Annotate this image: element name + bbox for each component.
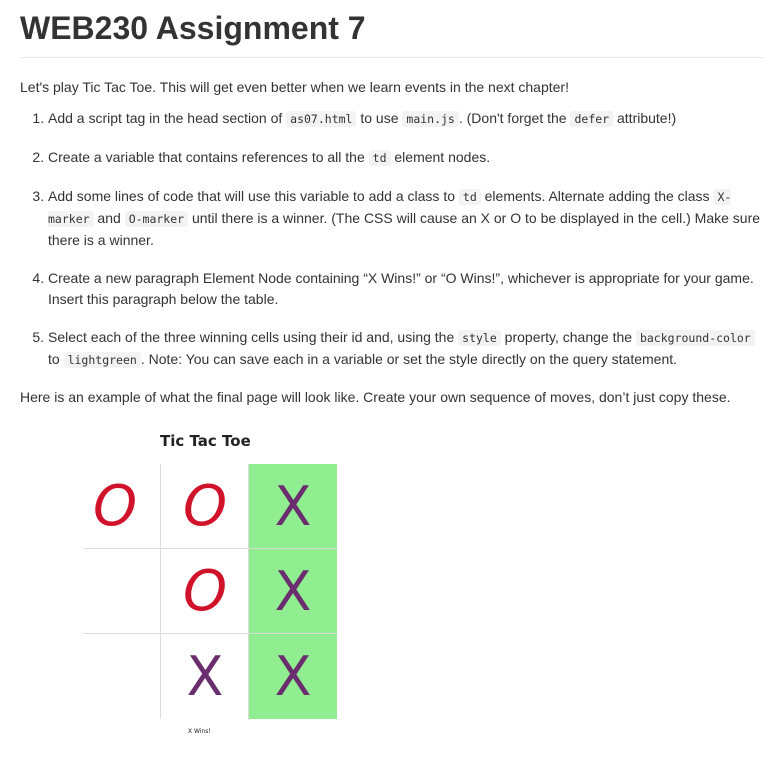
step-5-text-c: to — [48, 351, 64, 367]
x-marker: X — [274, 645, 312, 708]
game-cell — [249, 549, 337, 634]
code-defer: defer — [570, 111, 613, 127]
game-cell — [161, 549, 249, 634]
step-2-text-b: element nodes. — [390, 149, 491, 165]
tic-tac-toe-example — [83, 432, 343, 762]
step-5-text-b: property, change the — [500, 329, 636, 345]
code-as07-html: as07.html — [286, 111, 356, 127]
step-1-text-a: Add a script tag in the head section of — [48, 110, 287, 126]
code-lightgreen: lightgreen — [64, 352, 141, 368]
step-3 — [48, 186, 764, 251]
game-title: Tic Tac Toe — [160, 432, 251, 450]
code-main-js: main.js — [402, 111, 458, 127]
step-3-text-a: Add some lines of code that will use this variable to add a class to — [48, 188, 459, 204]
game-cell — [71, 549, 159, 634]
code-td: td — [459, 189, 481, 205]
step-5-text-a: Select each of the three winning cells using their id and, using the — [48, 329, 459, 345]
step-5-text-d: . Note: You can save each in a variable or set the style directly on the query statement. — [140, 351, 678, 367]
o-marker: O — [182, 559, 228, 624]
game-cell — [161, 634, 249, 719]
code-background-color: background-color — [636, 330, 755, 346]
step-1 — [48, 108, 764, 130]
code-style: style — [458, 330, 501, 346]
instruction-list — [20, 108, 764, 371]
x-marker: X — [186, 645, 224, 708]
code-x-marker: X-marker — [48, 190, 732, 226]
game-cell — [161, 464, 249, 549]
game-cell — [71, 464, 159, 549]
game-cell — [249, 634, 337, 719]
step-3-text-d: until there is a winner. (The CSS will cause an X or O to be displayed in the cell.) Make sure there is a winner. — [48, 210, 761, 248]
game-cell — [71, 634, 159, 719]
example-text: Here is an example of what the final page will look like. Create your own sequence of moves, don’t just copy these. — [20, 389, 731, 405]
board-line — [83, 548, 337, 549]
winner-message: X Wins! — [188, 728, 211, 735]
x-marker: X — [274, 560, 312, 623]
step-1-text-b: to use — [356, 110, 403, 126]
step-1-text-c: . (Don't forget the — [458, 110, 571, 126]
game-cell — [249, 464, 337, 549]
code-o-marker: O-marker — [125, 211, 188, 227]
x-marker: X — [274, 475, 312, 538]
step-2-text-a: Create a variable that contains references to all the — [48, 149, 369, 165]
step-3-text-c: and — [93, 210, 125, 226]
step-4 — [48, 268, 764, 310]
code-td: td — [369, 150, 391, 166]
title-divider — [20, 57, 764, 58]
step-2 — [48, 147, 764, 169]
step-3-text-b: elements. Alternate adding the class — [480, 188, 714, 204]
board-line — [248, 464, 249, 719]
intro-text: Let's play Tic Tac Toe. This will get even better when we learn events in the next chapter! — [20, 79, 569, 95]
o-marker: O — [182, 474, 228, 539]
page-title: WEB230 Assignment 7 — [20, 10, 366, 46]
board-line — [160, 464, 161, 719]
step-5 — [48, 327, 764, 371]
step-1-text-d: attribute!) — [613, 110, 677, 126]
board-line — [83, 633, 337, 634]
step-4-text: Create a new paragraph Element Node containing “X Wins!” or “O Wins!”, whichever is appropriate for your game. Insert this paragraph below the table. — [48, 270, 754, 307]
o-marker: O — [92, 474, 138, 539]
